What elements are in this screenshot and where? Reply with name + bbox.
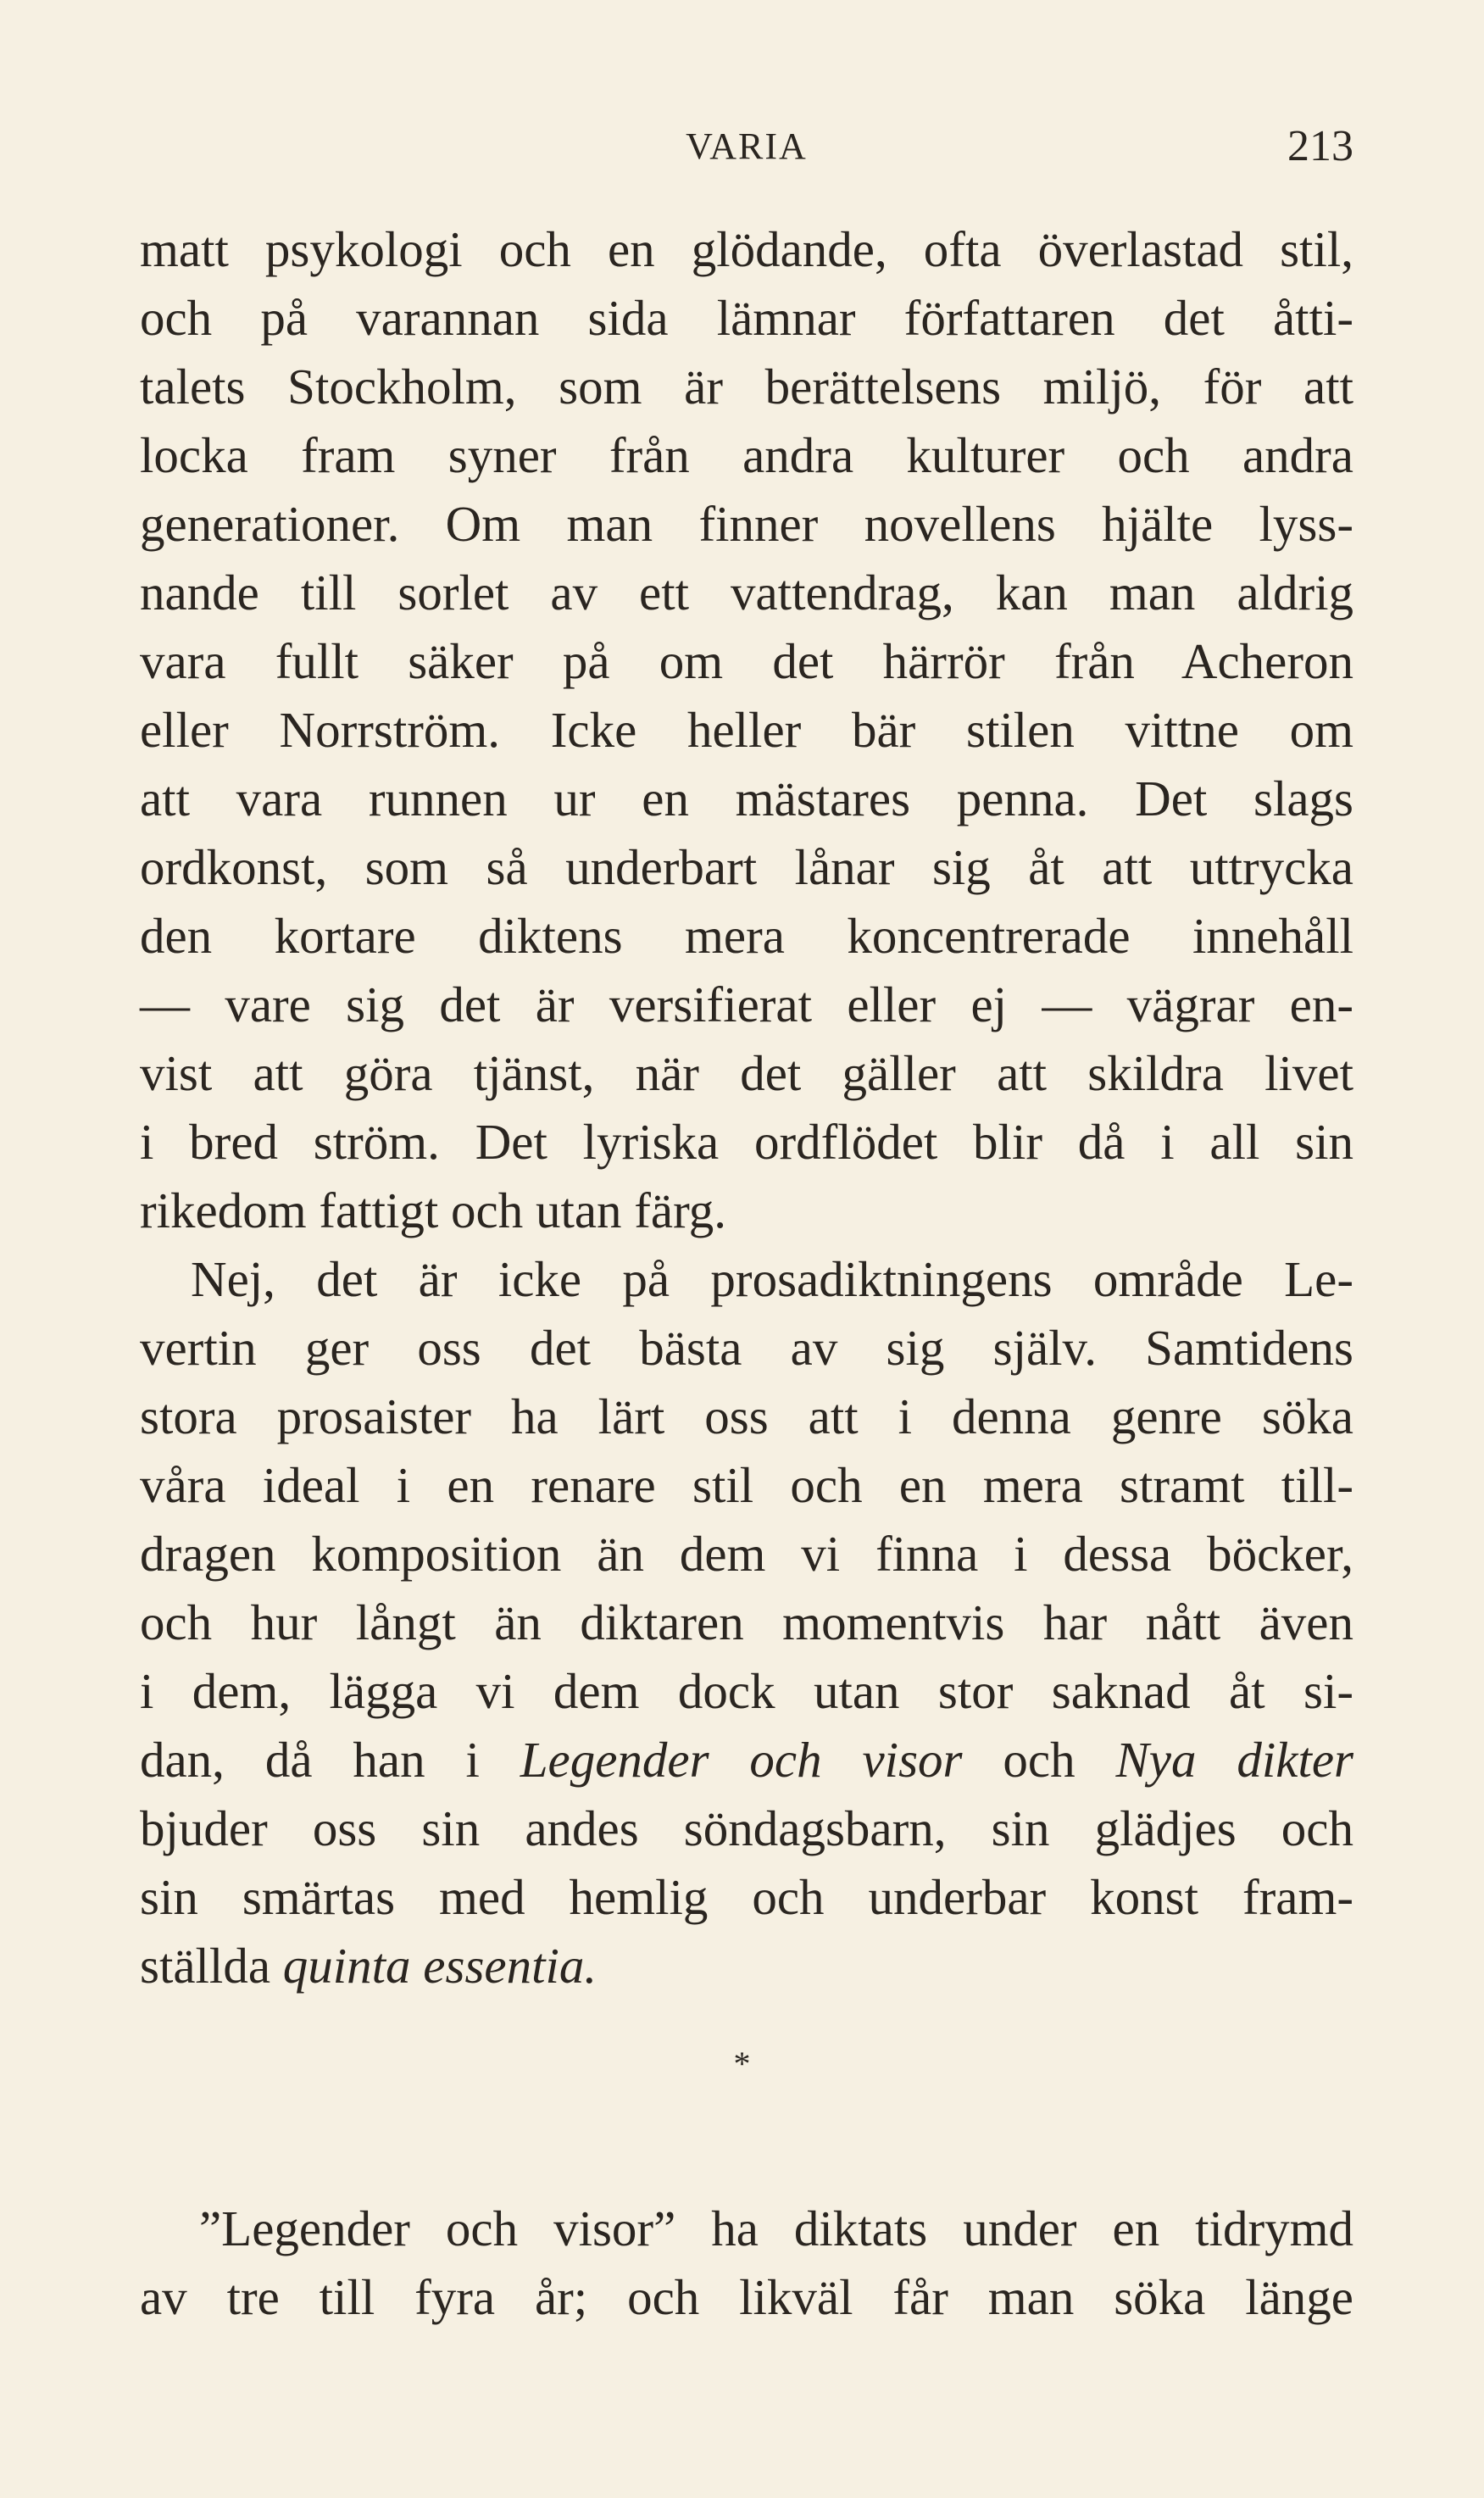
- text-line: bjuder oss sin andes söndagsbarn, sin glädjes och: [140, 1800, 1353, 1856]
- text-line: i bred ström. Det lyriska ordflödet blir då i all sin: [140, 1114, 1353, 1170]
- text-line: den kortare diktens mera koncentrerade innehåll: [140, 908, 1353, 964]
- book-title: Nya dikter: [1115, 1732, 1353, 1788]
- running-head: [140, 117, 1353, 176]
- text-line: locka fram syner från andra kulturer och andra: [140, 427, 1353, 483]
- text-line: — vare sig det är versifierat eller ej — vägrar en-: [140, 976, 1353, 1032]
- text-line: vara fullt säker på om det härrör från Acheron: [140, 633, 1353, 689]
- text-line: stora prosaister ha lärt oss att i denna genre söka: [140, 1388, 1353, 1444]
- text-run: och: [962, 1732, 1116, 1788]
- text-line: vertin ger oss det bästa av sig själv. Samtidens: [140, 1320, 1353, 1376]
- text-line: [140, 1932, 1353, 2000]
- section-break-asterisk: *: [733, 2045, 751, 2083]
- body-text-continued: [140, 2195, 1353, 2332]
- text-run: ställda: [140, 1938, 283, 1994]
- text-line: våra ideal i en renare stil och en mera stramt till-: [140, 1457, 1353, 1513]
- body-text: [140, 215, 1353, 2000]
- text-line: [140, 1726, 1353, 1794]
- book-title: Legender och visor: [520, 1732, 963, 1788]
- text-line: talets Stockholm, som är berättelsens miljö, för att: [140, 359, 1353, 414]
- text-line: i dem, lägga vi dem dock utan stor saknad åt si-: [140, 1663, 1353, 1719]
- text-line: och på varannan sida lämnar författaren det åtti-: [140, 290, 1353, 346]
- text-line: och hur långt än diktaren momentvis har nått även: [140, 1594, 1353, 1650]
- text-line: rikedom fattigt och utan färg.: [140, 1182, 726, 1238]
- text-line: ordkonst, som så underbart lånar sig åt att uttrycka: [140, 839, 1353, 895]
- running-title: VARIA: [686, 125, 808, 167]
- text-line: Nej, det är icke på prosadiktningens område Le-: [191, 1251, 1353, 1307]
- text-line: att vara runnen ur en mästares penna. Det slags: [140, 771, 1353, 826]
- text-line: eller Norrström. Icke heller bär stilen vittne om: [140, 702, 1353, 758]
- text-run: dan, då han i: [140, 1732, 520, 1788]
- text-line: sin smärtas med hemlig och underbar konst fram-: [140, 1869, 1353, 1925]
- page-number: 213: [1287, 122, 1353, 170]
- text-line: vist att göra tjänst, när det gäller att skildra livet: [140, 1045, 1353, 1101]
- italic-phrase: quinta essentia.: [282, 1938, 597, 1994]
- text-line: matt psykologi och en glödande, ofta överlastad stil,: [140, 221, 1353, 277]
- text-line: generationer. Om man finner novellens hjälte lyss-: [140, 496, 1353, 552]
- text-line: ”Legender och visor” ha diktats under en tidrymd: [199, 2200, 1353, 2256]
- text-line: dragen komposition än dem vi finna i dessa böcker,: [140, 1526, 1353, 1582]
- text-line: av tre till fyra år; och likväl får man söka länge: [140, 2269, 1353, 2325]
- text-line: nande till sorlet av ett vattendrag, kan man aldrig: [140, 565, 1353, 620]
